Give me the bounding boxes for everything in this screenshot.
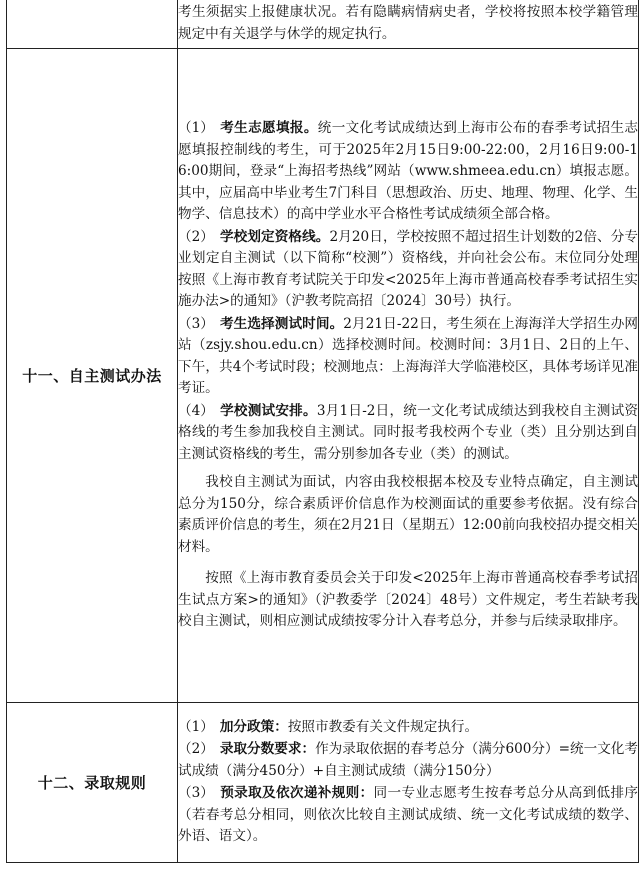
list-item	[178, 118, 638, 226]
item-number: （3）	[178, 785, 214, 801]
item-title: 学校测试安排。	[219, 402, 317, 419]
row-content-health	[178, 0, 639, 48]
item-title: 录取分数要求：	[219, 741, 316, 757]
table-row-admission	[7, 702, 639, 862]
list-item	[178, 314, 638, 400]
row-heading-empty	[7, 0, 178, 48]
item-number: （1）	[178, 120, 214, 137]
row-content-self-test	[178, 48, 639, 702]
admission-rules-table	[6, 0, 639, 863]
table-row-self-test	[7, 48, 639, 702]
table-row-health	[7, 0, 639, 48]
document-page	[6, 0, 639, 868]
note-paragraph: 按照《上海市教育委员会关于印发<2025年上海市普通高校春季考试招生试点方案>的通知》（沪教委学〔2024〕48号）文件规定，考生若缺考我校自主测试，则相应测试成绩按零分计入春考总分，并参与后续录取排序。	[178, 570, 638, 630]
item-text: 作为录取依据的春考总分（满分600分）=统一文化考试成绩（满分450分）+自主测试成绩（满分150分）	[178, 741, 639, 779]
item-number: （1）	[178, 718, 214, 735]
list-item	[178, 227, 638, 313]
row-heading-admission: 十二、录取规则	[7, 702, 178, 862]
item-number: （3）	[178, 315, 214, 332]
item-title: 预录取及依次递补规则：	[219, 785, 374, 801]
item-title: 考生志愿填报。	[219, 120, 318, 137]
item-number: （2）	[178, 228, 214, 245]
item-title: 考生选择测试时间。	[219, 315, 344, 332]
row-heading-self-test: 十一、自主测试办法	[7, 48, 178, 702]
item-text: 2月21日-22日，考生须在上海海洋大学招生办网站（zsjy.shou.edu.cn）选择校测时间。校测时间：3月1日、2日的上午、下午，共4个考试时段；校测地点：上海海洋大学临港校区，具体考场详见准考证。	[178, 315, 638, 397]
list-item	[178, 401, 638, 466]
item-title: 加分政策：	[219, 718, 288, 735]
health-paragraph: 考生须据实上报健康状况。若有隐瞒病情病史者，学校将按照本校学籍管理规定中有关退学与休学的规定执行。	[178, 4, 638, 42]
list-item	[178, 783, 638, 848]
item-text: 同一专业志愿考生按春考总分从高到低排序（若春考总分相同，则依次比较自主测试成绩、统一文化考试成绩的数学、外语、语文）。	[178, 785, 639, 844]
item-text: 统一文化考试成绩达到上海市公布的春季考试招生志愿填报控制线的考生，可于2025年2月15日9:00-22:00，2月16日9:00-16:00期间，登录“上海招考热线”网站（www.shmeea.edu.cn）填报志愿。其中，应届高中毕业考生7门科目（思想政治、历史、地理、物理、化学、生物学、信息技术）的高中学业水平合格性考试成绩须全部合格。	[178, 120, 639, 223]
item-text: 3月1日-2日，统一文化考试成绩达到我校自主测试资格线的考生参加我校自主测试。同时报考我校两个专业（类）且分别达到自主测试资格线的考生，需分别参加各专业（类）的测试。	[178, 402, 639, 462]
item-number: （4）	[178, 402, 214, 419]
item-title: 学校划定资格线。	[219, 228, 330, 245]
list-item	[178, 717, 638, 739]
row-content-admission	[178, 702, 639, 862]
item-text: 2月20日，学校按照不超过招生计划数的2倍、分专业划定自主测试（以下简称“校测”）资格线，并向社会公布。末位同分处理按照《上海市教育考试院关于印发<2025年上海市普通高校春季考试招生实施办法>的通知》（沪教考院高招〔2024〕30号）执行。	[178, 228, 639, 310]
item-number: （2）	[178, 741, 214, 757]
note-paragraph: 我校自主测试为面试，内容由我校根据本校及专业特点确定，自主测试总分为150分，综合素质评价信息作为校测面试的重要参考依据。没有综合素质评价信息的考生，须在2月21日（星期五）12:00前向我校招办提交相关材料。	[178, 474, 638, 555]
list-item	[178, 739, 638, 782]
item-text: 按照市教委有关文件规定执行。	[287, 718, 479, 735]
